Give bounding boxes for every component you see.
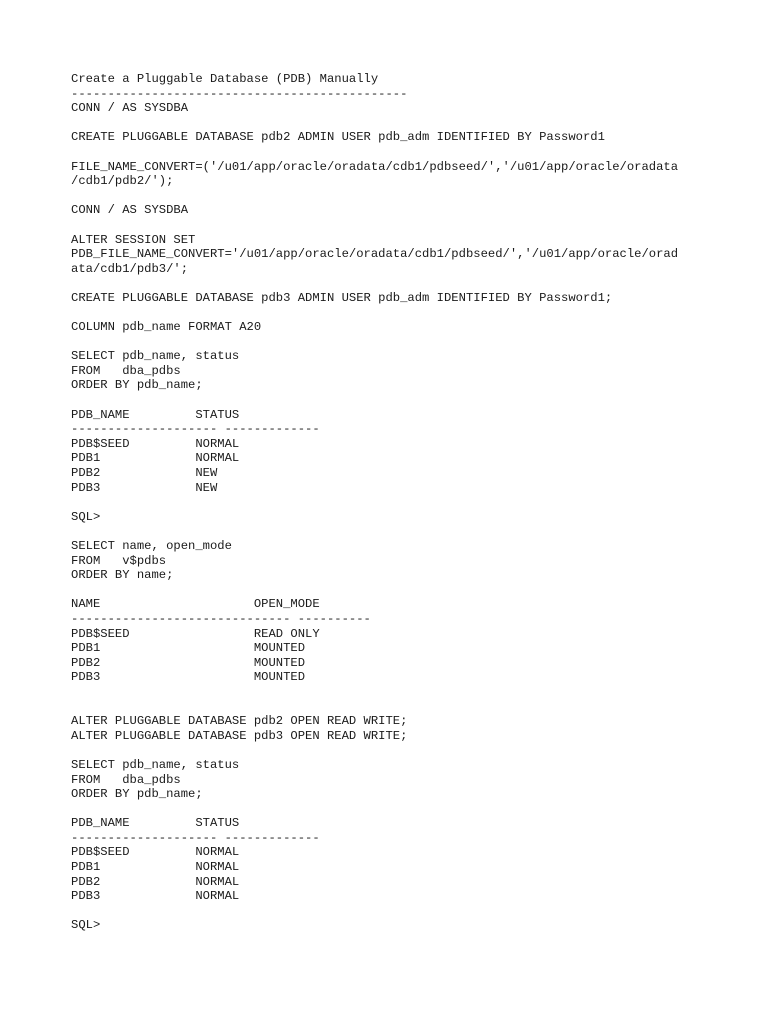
result-1-row: PDB2 NEW <box>71 466 218 481</box>
query-1-line-1: SELECT pdb_name, status <box>71 349 240 364</box>
alter-session-line-2: PDB_FILE_NAME_CONVERT='/u01/app/oracle/oradata/cdb1/pdbseed/','/u01/app/oracle/orad <box>71 247 679 262</box>
file-name-convert-line-1: FILE_NAME_CONVERT=('/u01/app/oracle/oradata/cdb1/pdbseed/','/u01/app/oracle/oradata <box>71 159 679 174</box>
result-2-row: PDB3 MOUNTED <box>71 670 306 685</box>
result-3-row: PDB2 NORMAL <box>71 874 240 889</box>
alter-session-line-1: ALTER SESSION SET <box>71 232 196 247</box>
result-1-rule: -------------------- ------------- <box>71 422 320 437</box>
alter-session-line-3: ata/cdb1/pdb3/'; <box>71 261 189 276</box>
query-1-line-3: ORDER BY pdb_name; <box>71 378 203 393</box>
sql-prompt-2: SQL> <box>71 918 101 933</box>
query-2-line-1: SELECT name, open_mode <box>71 539 232 553</box>
query-3-line-2: FROM dba_pdbs <box>71 772 181 787</box>
sql-prompt-1: SQL> <box>71 509 101 524</box>
result-1-row: PDB3 NEW <box>71 480 218 495</box>
document-page <box>71 72 711 933</box>
result-2-rule: ------------------------------ ---------- <box>71 611 371 626</box>
create-pdb3-statement: CREATE PLUGGABLE DATABASE pdb3 ADMIN USER pdb_adm IDENTIFIED BY Password1; <box>71 290 613 305</box>
query-2-line-3: ORDER BY name; <box>71 568 174 583</box>
result-2-row: PDB1 MOUNTED <box>71 641 306 656</box>
result-3-header: PDB_NAME STATUS <box>71 816 240 831</box>
conn-sysdba-1: CONN / AS SYSDBA <box>71 101 189 116</box>
query-3-line-1: SELECT pdb_name, status <box>71 757 240 772</box>
result-3-rule: -------------------- ------------- <box>71 830 320 845</box>
column-format-statement: COLUMN pdb_name FORMAT A20 <box>71 320 262 335</box>
alter-open-pdb2: ALTER PLUGGABLE DATABASE pdb2 OPEN READ WRITE; <box>71 714 408 729</box>
create-pdb2-statement: CREATE PLUGGABLE DATABASE pdb2 ADMIN USER pdb_adm IDENTIFIED BY Password1 <box>71 130 605 145</box>
query-3-line-3: ORDER BY pdb_name; <box>71 787 203 802</box>
result-2-header: NAME OPEN_MODE <box>71 597 320 612</box>
query-2-line-2: FROM v$pdbs <box>71 553 167 568</box>
result-1-row: PDB$SEED NORMAL <box>71 436 240 451</box>
result-1-row: PDB1 NORMAL <box>71 451 240 466</box>
query-1-line-2: FROM dba_pdbs <box>71 363 181 378</box>
result-2-row: PDB$SEED READ ONLY <box>71 626 320 641</box>
result-3-row: PDB3 NORMAL <box>71 889 240 904</box>
alter-open-pdb3: ALTER PLUGGABLE DATABASE pdb3 OPEN READ WRITE; <box>71 728 408 743</box>
conn-sysdba-2: CONN / AS SYSDBA <box>71 203 189 218</box>
result-2-row: PDB2 MOUNTED <box>71 655 306 670</box>
title-underline: ---------------------------------------------- <box>71 86 408 101</box>
file-name-convert-line-2: /cdb1/pdb2/'); <box>71 174 174 189</box>
result-3-row: PDB1 NORMAL <box>71 860 240 875</box>
doc-title: Create a Pluggable Database (PDB) Manually <box>71 72 379 86</box>
result-3-row: PDB$SEED NORMAL <box>71 845 240 860</box>
result-1-header: PDB_NAME STATUS <box>71 407 240 422</box>
